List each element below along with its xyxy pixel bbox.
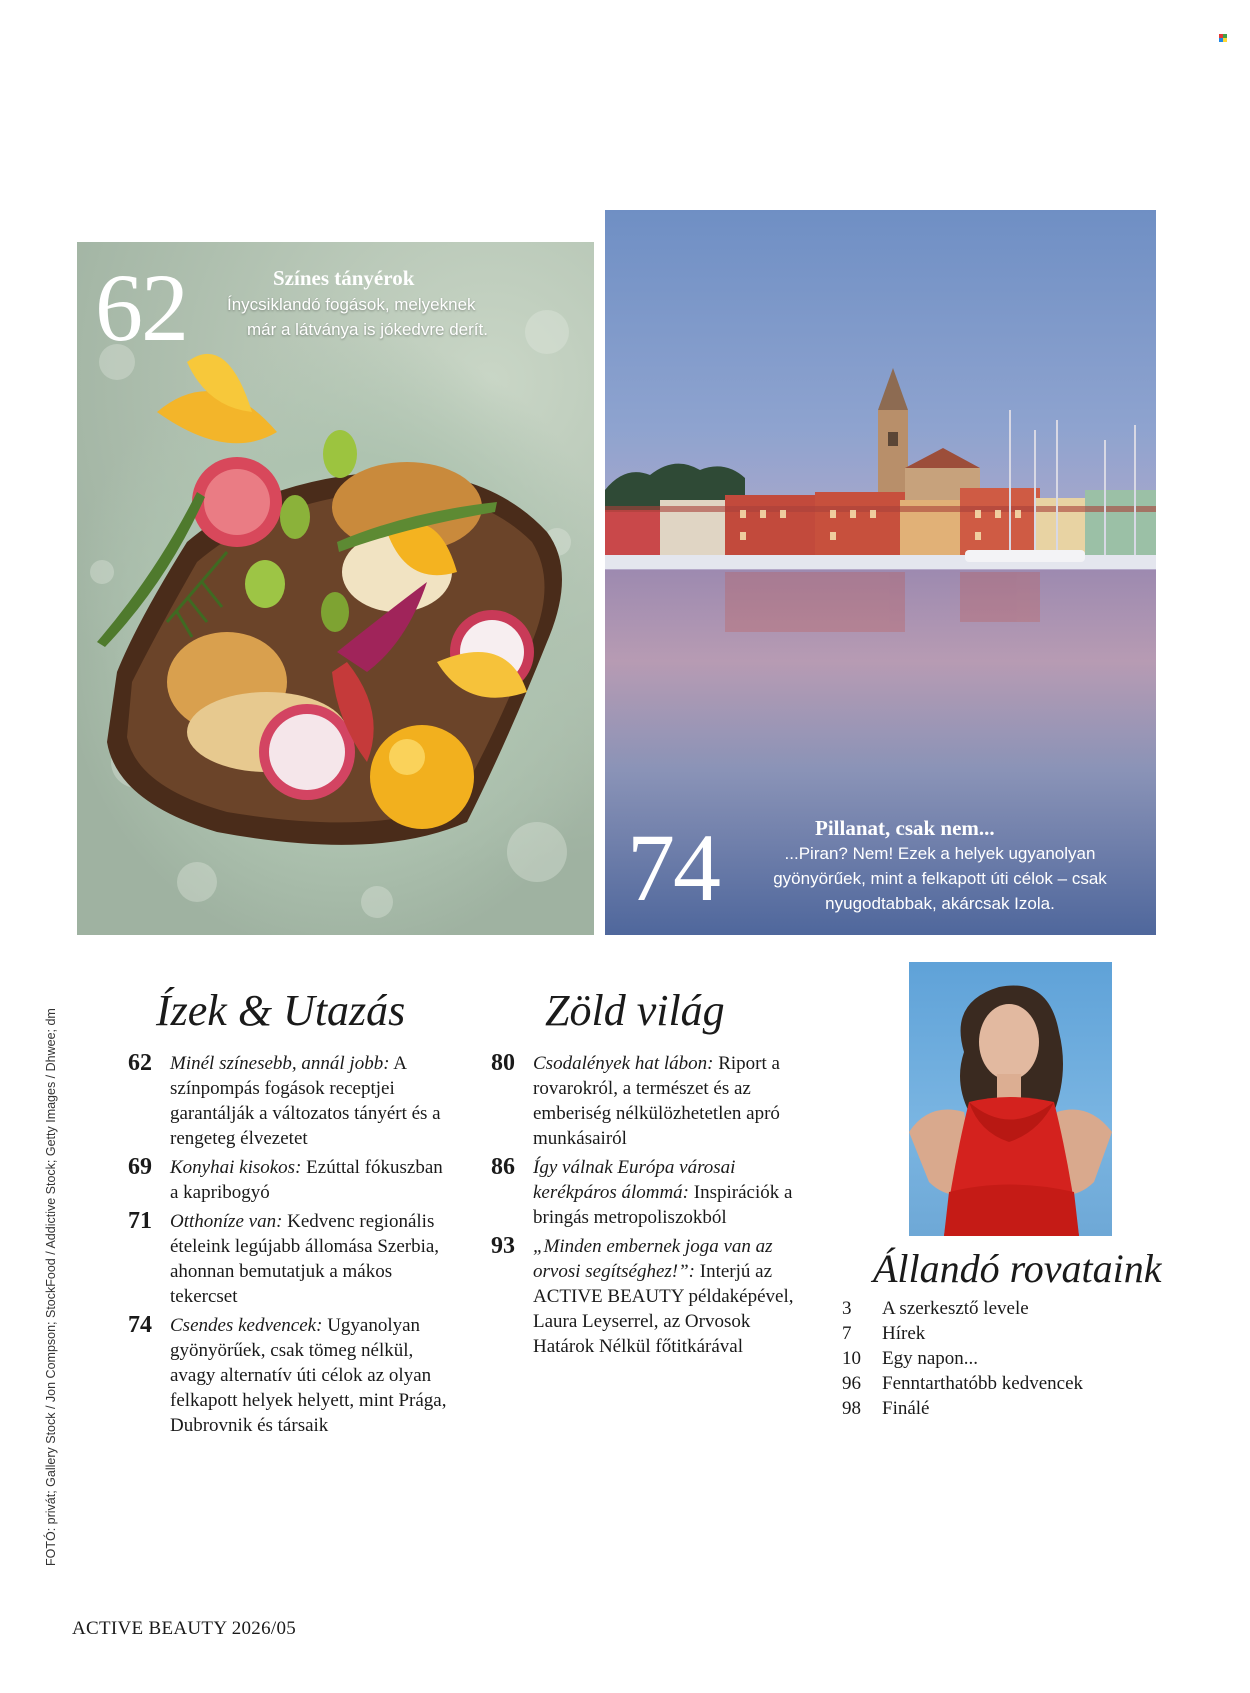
toc-page-number: 74 [128,1312,152,1338]
woman-in-red-dress-illustration [909,962,1112,1236]
toc-page-number: 69 [128,1154,152,1180]
toc-page-number: 80 [491,1050,515,1076]
harbour-photo [605,210,1156,935]
toc-page-number: 62 [128,1050,152,1076]
toc-entry[interactable] [128,1155,448,1205]
toc-entry-text: Inspirációk a bringás metropoliszokból [533,1182,793,1228]
color-registration-mark [1219,34,1227,42]
regular-page-number: 96 [842,1373,861,1394]
travel-feature-text-line: gyönyörűek, mint a felkapott úti célok – csak [773,869,1107,888]
toc-entry[interactable] [128,1313,448,1438]
toc-entry[interactable] [491,1234,806,1359]
regular-page-number: 10 [842,1348,861,1369]
regular-column-item[interactable] [842,1296,1162,1321]
regular-column-label: Hírek [882,1323,926,1344]
regular-page-number: 98 [842,1398,861,1419]
toc-entry-text: Ezúttal fókuszban a kapribogyó [170,1157,443,1203]
regular-column-label: Fenntarthatóbb kedvencek [882,1373,1084,1394]
food-feature-number: 62 [95,254,187,361]
toc-page-number: 86 [491,1154,515,1180]
toc-entry-lead: Konyhai kisokos: [170,1157,302,1178]
food-feature-text-line: már a látványa is jókedvre derít. [247,320,488,339]
toc-entry[interactable] [491,1155,806,1230]
regular-page-number: 3 [842,1298,852,1319]
toc-entry-text: Ugyanolyan gyönyörűek, csak tömeg nélkül, avagy alternatív úti célok az olyan felkapott helyek helyett, mint Prága, Dubrovnik és társaik [170,1315,447,1436]
regular-column-label: Egy napon... [882,1348,979,1369]
toc-page-number: 71 [128,1208,152,1234]
toc-entry-lead: Így válnak Európa városai kerékpáros álommá: [533,1157,736,1203]
food-photo [77,242,594,935]
travel-feature-text-line: ...Piran? Nem! Ezek a helyek ugyanolyan [784,844,1096,863]
photo-credit: FOTÓ: privát; Gallery Stock / Jon Compson; StockFood / Addictive Stock; Getty Images / Dhwee; dm [44,1008,58,1566]
section-title-taste-travel: Ízek & Utazás [156,986,406,1035]
toc-entry-text: A színpompás fogások receptjei garantálják a változatos tányért és a rengeteg élvezetet [170,1053,441,1149]
toc-entry[interactable] [128,1209,448,1309]
toc-entry-text: Kedvenc regionális ételeink legújabb állomása Szerbia, ahonnan bemutatjuk a mákos tekercset [170,1211,440,1307]
section-title-regular-columns: Állandó rovataink [873,1246,1162,1291]
green-world-contents [491,1051,806,1363]
food-feature-title: Színes tányérok [273,266,415,290]
regular-page-number: 7 [842,1323,852,1344]
toc-entry-lead: Csodalények hat lábon: [533,1053,714,1074]
toc-entry-lead: „Minden embernek joga van az orvosi segítséghez!”: [533,1236,773,1282]
travel-feature-text [735,841,1145,916]
toc-entry-text: Riport a rovarokról, a természet és az emberiség nélkülözhetetlen apró munkásairól [533,1053,780,1149]
toc-entry[interactable] [128,1051,448,1151]
regular-column-item[interactable] [842,1321,1162,1346]
travel-feature-number: 74 [627,814,719,921]
regular-column-label: Finálé [882,1398,930,1419]
cover-portrait-photo [909,962,1112,1236]
regular-column-label: A szerkesztő levele [882,1298,1029,1319]
travel-feature-title: Pillanat, csak nem... [815,816,995,840]
toc-entry-text: Interjú az ACTIVE BEAUTY példaképével, Laura Leyserrel, az Orvosok Határok Nélkül főtitkárával [533,1261,794,1357]
section-title-green-world: Zöld világ [545,986,725,1035]
regular-column-item[interactable] [842,1346,1162,1371]
toc-page-number: 93 [491,1233,515,1259]
regular-column-item[interactable] [842,1371,1162,1396]
food-feature-text [227,292,577,342]
toc-entry-lead: Otthoníze van: [170,1211,283,1232]
toc-entry-lead: Csendes kedvencek: [170,1315,323,1336]
regular-columns-list [842,1296,1162,1421]
toc-entry[interactable] [491,1051,806,1151]
magazine-footer: ACTIVE BEAUTY 2026/05 [72,1618,297,1639]
regular-column-item[interactable] [842,1396,1162,1421]
toc-entry-lead: Minél színesebb, annál jobb: [170,1053,390,1074]
taste-travel-contents [128,1051,448,1442]
food-feature-text-line: Ínycsiklandó fogások, melyeknek [227,295,476,314]
travel-feature-text-line: nyugodtabbak, akárcsak Izola. [825,894,1055,913]
